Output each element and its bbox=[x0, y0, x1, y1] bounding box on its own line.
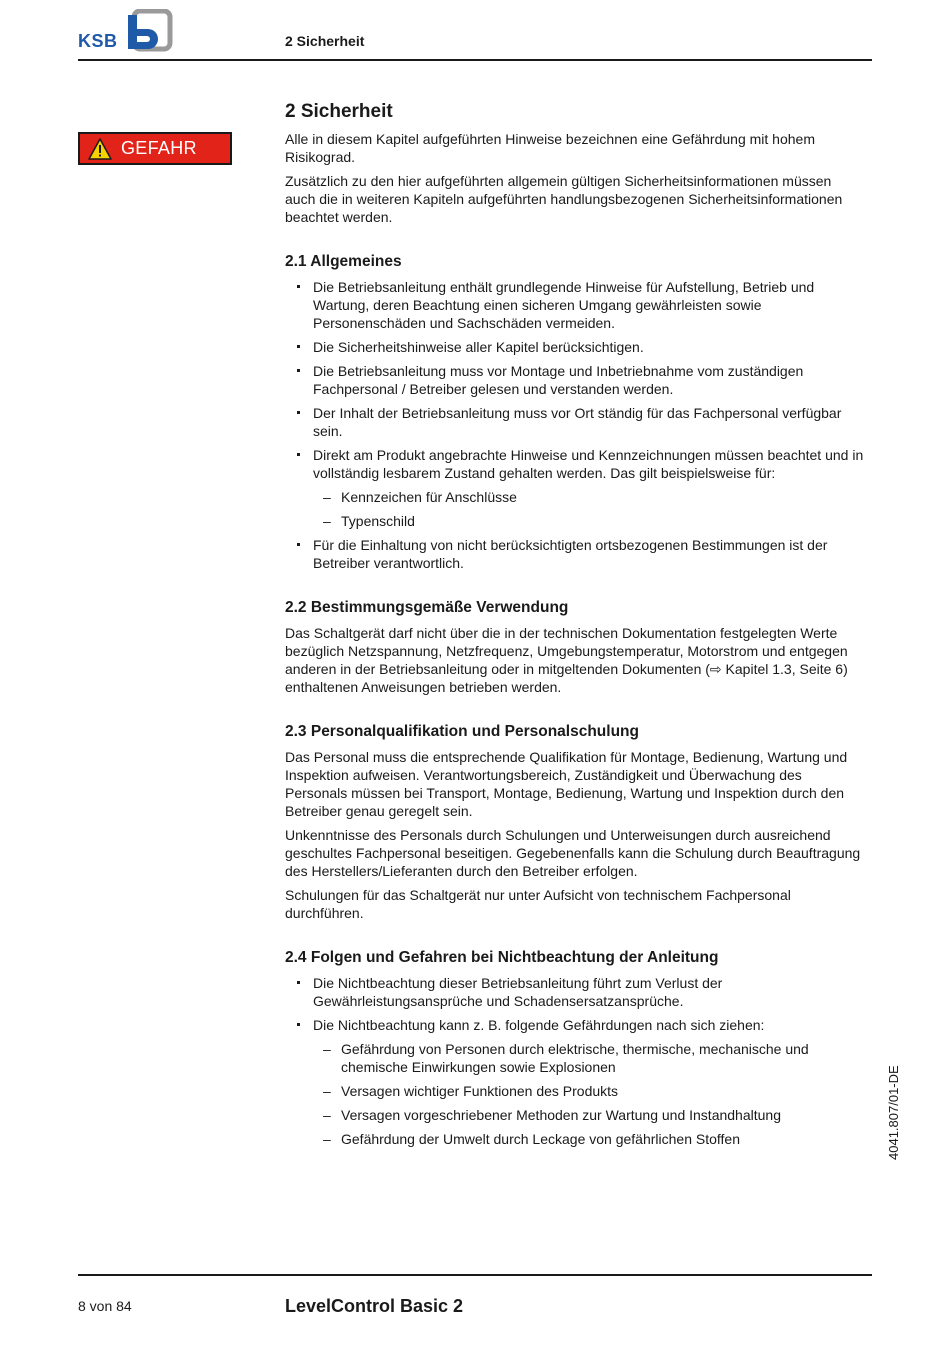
document-number: 4041.807/01-DE bbox=[886, 1065, 901, 1160]
list-item: Die Sicherheitshinweise aller Kapitel berücksichtigen. bbox=[285, 338, 865, 356]
ksb-logo-mark bbox=[126, 9, 174, 53]
footer-rule bbox=[78, 1274, 872, 1276]
list-item bbox=[285, 446, 865, 530]
bullet-list bbox=[285, 278, 865, 572]
intro-paragraph-1: Alle in diesem Kapitel aufgeführten Hinweise bezeichnen eine Gefährdung mit hohem Risikograd. bbox=[285, 131, 815, 165]
product-name: LevelControl Basic 2 bbox=[285, 1296, 464, 1316]
sub-list-item: – Kennzeichen für Anschlüsse bbox=[313, 488, 865, 506]
section-2-4 bbox=[285, 948, 865, 1148]
main-content bbox=[285, 100, 865, 1154]
paragraph: Unkenntnisse des Personals durch Schulungen und Unterweisungen durch ausreichend geschultes Fachpersonal beseitigen. Gegebenenfalls kann die Schulung durch Beauftragung des Herstellers/Lieferanten durch den Betreiber erfolgen. bbox=[285, 827, 861, 879]
list-item-text: Die Nichtbeachtung kann z. B. folgende Gefährdungen nach sich ziehen: bbox=[313, 1017, 765, 1033]
sub-list-item: – Gefährdung von Personen durch elektrische, thermische, mechanische und chemische Einwirkungen sowie Explosionen bbox=[313, 1040, 865, 1076]
list-item: Die Nichtbeachtung dieser Betriebsanleitung führt zum Verlust der Gewährleistungsansprüche und Schadensersatzansprüche. bbox=[285, 974, 865, 1010]
chapter-title: 2 Sicherheit bbox=[285, 101, 393, 122]
ksb-logo bbox=[78, 9, 174, 53]
list-item: Der Inhalt der Betriebsanleitung muss vor Ort ständig für das Fachpersonal verfügbar sein. bbox=[285, 404, 865, 440]
sub-list-item: – Gefährdung der Umwelt durch Leckage von gefährlichen Stoffen bbox=[313, 1130, 865, 1148]
paragraph: Das Personal muss die entsprechende Qualifikation für Montage, Bedienung, Wartung und Inspektion aufweisen. Verantwortungsbereich, Zuständigkeit und Überwachung des Personals müssen bei Transport, Montage, Bedienung, Wartung und Inspektion durch den Betreiber genau geregelt sein. bbox=[285, 749, 848, 819]
section-title: 2.4 Folgen und Gefahren bei Nichtbeachtung der Anleitung bbox=[285, 949, 719, 966]
list-item: Die Betriebsanleitung enthält grundlegende Hinweise für Aufstellung, Betrieb und Wartung, deren Beachtung einen sicheren Umgang gewährleisten sowie Personenschäden und Sachschäden vermeiden. bbox=[285, 278, 865, 332]
paragraph: Schulungen für das Schaltgerät nur unter Aufsicht von technischem Fachpersonal durchführen. bbox=[285, 887, 791, 921]
danger-label-box bbox=[78, 132, 232, 165]
section-title: 2.3 Personalqualifikation und Personalschulung bbox=[285, 723, 639, 740]
section-title: 2.1 Allgemeines bbox=[285, 253, 402, 270]
bullet-list bbox=[285, 974, 865, 1148]
danger-label: GEFAHR bbox=[121, 138, 197, 158]
sub-list-item: – Versagen vorgeschriebener Methoden zur Wartung und Instandhaltung bbox=[313, 1106, 865, 1124]
list-item-text: Direkt am Produkt angebrachte Hinweise und Kennzeichnungen müssen beachtet und in vollständig lesbarem Zustand gehalten werden. Das gilt beispielsweise für: bbox=[313, 447, 864, 481]
sub-list bbox=[313, 1040, 865, 1148]
list-item: Für die Einhaltung von nicht berücksichtigten ortsbezogenen Bestimmungen ist der Betreiber verantwortlich. bbox=[285, 536, 865, 572]
list-item: Die Betriebsanleitung muss vor Montage und Inbetriebnahme vom zuständigen Fachpersonal / Betreiber gelesen und verstanden werden. bbox=[285, 362, 865, 398]
sub-list-item: – Typenschild bbox=[313, 512, 865, 530]
page-number: 8 von 84 bbox=[78, 1298, 132, 1314]
header-rule bbox=[78, 59, 872, 61]
paragraph: Das Schaltgerät darf nicht über die in der technischen Dokumentation festgelegten Werte bezüglich Netzspannung, Netzfrequenz, Umgebungstemperatur, Motorstrom und entgegen anderen in der Betriebsanleitung oder in mitgeltenden Dokumenten (⇨ Kapitel 1.3, Seite 6) enthaltenen Anweisungen betrieben werden. bbox=[285, 625, 848, 695]
section-title: 2.2 Bestimmungsgemäße Verwendung bbox=[285, 599, 569, 616]
list-item bbox=[285, 1016, 865, 1148]
section-2-3 bbox=[285, 722, 865, 922]
sub-list-item: – Versagen wichtiger Funktionen des Produkts bbox=[313, 1082, 865, 1100]
logo-text: KSB bbox=[78, 31, 118, 51]
section-2-1 bbox=[285, 252, 865, 572]
section-2-2 bbox=[285, 598, 865, 696]
sub-list bbox=[313, 488, 865, 530]
intro-paragraph-2: Zusätzlich zu den hier aufgeführten allgemein gültigen Sicherheitsinformationen müssen auch die in weiteren Kapiteln aufgeführten handlungsbezogenen Sicherheitsinformationen beachtet werden. bbox=[285, 173, 843, 225]
warning-triangle-icon bbox=[88, 138, 112, 160]
running-header: 2 Sicherheit bbox=[285, 33, 365, 49]
